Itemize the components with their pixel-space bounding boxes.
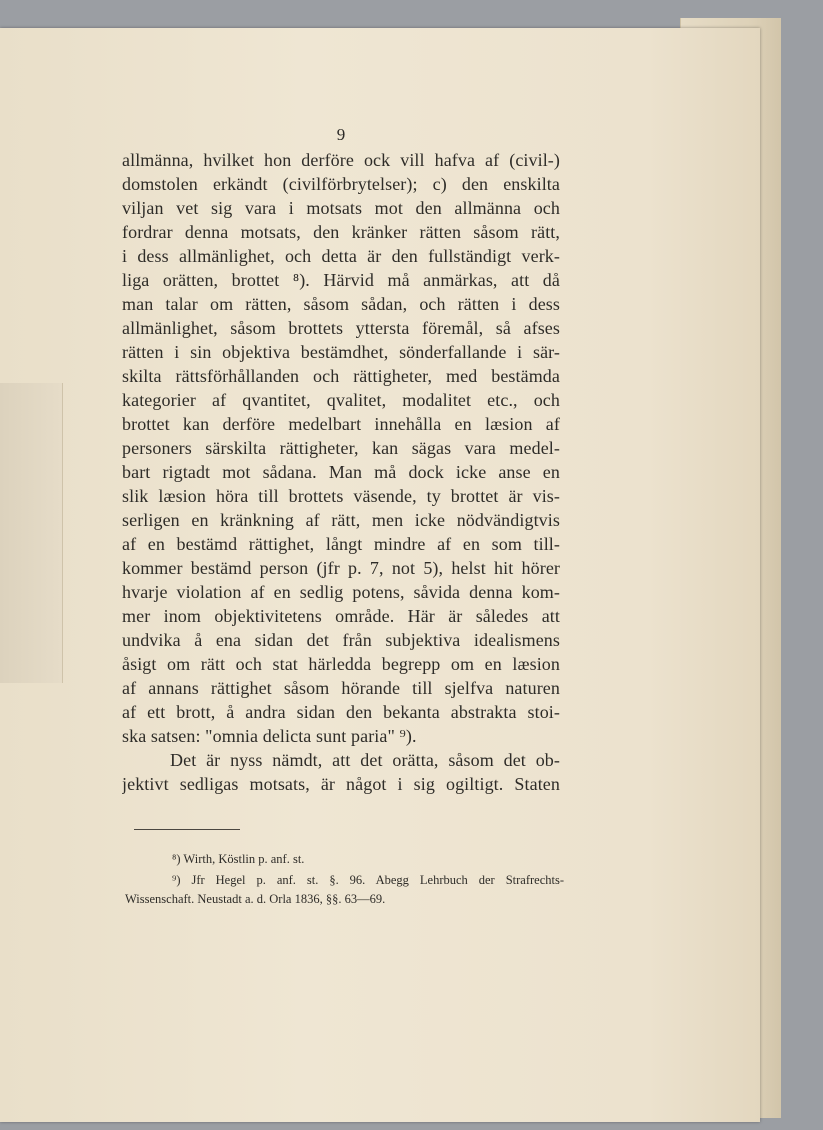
text-line: undvika å ena sidan det från subjektiva idealismens bbox=[122, 630, 560, 650]
text-line: allmänlighet, såsom brottets yttersta föremål, så afses bbox=[122, 318, 560, 338]
text-line: ska satsen: "omnia delicta sunt paria" ⁹). bbox=[122, 726, 417, 746]
text-line: skilta rättsförhållanden och rättigheter, med bestämda bbox=[122, 366, 560, 386]
text-line: af ett brott, å andra sidan den bekanta abstrakta stoi- bbox=[122, 702, 560, 722]
text-line: man talar om rätten, såsom sådan, och rätten i dess bbox=[122, 294, 560, 314]
text-line: af en bestämd rättighet, långt mindre af en som till- bbox=[122, 534, 560, 554]
text-line: allmänna, hvilket hon derföre ock vill hafva af (civil-) bbox=[122, 150, 560, 170]
text-line: domstolen erkändt (civilförbrytelser); c) den enskilta bbox=[122, 174, 560, 194]
page-number: 9 bbox=[336, 125, 346, 144]
text-line: personers särskilta rättigheter, kan sägas vara medel- bbox=[122, 438, 560, 458]
text-line: kommer bestämd person (jfr p. 7, not 5), helst hit hörer bbox=[122, 558, 560, 578]
paper-tab bbox=[0, 383, 63, 683]
text-line: bart rigtadt mot sådana. Man må dock icke anse en bbox=[122, 462, 560, 482]
footnote: ⁸) Wirth, Köstlin p. anf. st. bbox=[172, 852, 305, 866]
text-line: jektivt sedligas motsats, är något i sig ogiltigt. Staten bbox=[122, 774, 560, 794]
text-line: kategorier af qvantitet, qvalitet, modalitet etc., och bbox=[122, 390, 560, 410]
text-line: slik læsion höra till brottets väsende, ty brottet är vis- bbox=[122, 486, 560, 506]
text-line: Det är nyss nämdt, att det orätta, såsom det ob- bbox=[170, 750, 560, 770]
text-line: hvarje violation af en sedlig potens, såvida denna kom- bbox=[122, 582, 560, 602]
footnote: ⁹) Jfr Hegel p. anf. st. §. 96. Abegg Lehrbuch der Strafrechts- bbox=[172, 873, 564, 887]
text-line: brottet kan derföre medelbart innehålla en læsion af bbox=[122, 414, 560, 434]
footnote-rule bbox=[134, 829, 240, 830]
text-line: rätten i sin objektiva bestämdhet, sönderfallande i sär- bbox=[122, 342, 560, 362]
text-line: af annans rättighet såsom hörande till sjelfva naturen bbox=[122, 678, 560, 698]
text-line: serligen en kränkning af rätt, men icke nödvändigtvis bbox=[122, 510, 560, 530]
text-line: viljan vet sig vara i motsats mot den allmänna och bbox=[122, 198, 560, 218]
text-line: i dess allmänlighet, och detta är den fullständigt verk- bbox=[122, 246, 560, 266]
text-line: fordrar denna motsats, den kränker rätten såsom rätt, bbox=[122, 222, 560, 242]
text-line: mer inom objektivitetens område. Här är således att bbox=[122, 606, 560, 626]
footnote: Wissenschaft. Neustadt a. d. Orla 1836, §§. 63—69. bbox=[125, 892, 386, 906]
text-line: liga orätten, brottet ⁸). Härvid må anmärkas, att då bbox=[122, 270, 560, 290]
text-line: åsigt om rätt och stat härledda begrepp om en læsion bbox=[122, 654, 560, 674]
